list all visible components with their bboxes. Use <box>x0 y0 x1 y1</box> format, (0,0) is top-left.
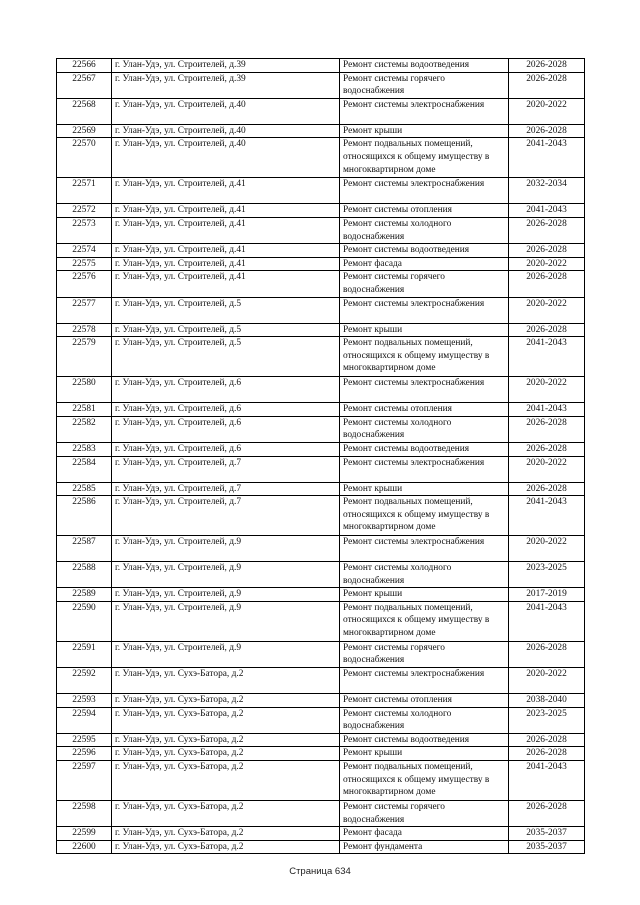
row-work-type: Ремонт системы электроснабжения <box>340 178 509 204</box>
row-work-type: Ремонт системы отопления <box>340 403 509 417</box>
row-work-type: Ремонт системы электроснабжения <box>340 456 509 482</box>
table-row <box>57 138 585 178</box>
row-work-type: Ремонт фасада <box>340 827 509 841</box>
row-address: г. Улан-Удэ, ул. Строителей, д.39 <box>112 72 340 98</box>
row-work-type: Ремонт системы холодного водоснабжения <box>340 217 509 243</box>
row-number: 22578 <box>57 323 112 337</box>
row-number: 22593 <box>57 694 112 708</box>
row-address: г. Улан-Удэ, ул. Строителей, д.6 <box>112 442 340 456</box>
row-address: г. Улан-Удэ, ул. Строителей, д.9 <box>112 601 340 641</box>
row-period: 2026-2028 <box>509 482 585 496</box>
row-work-type: Ремонт системы электроснабжения <box>340 536 509 562</box>
row-address: г. Улан-Удэ, ул. Строителей, д.5 <box>112 337 340 377</box>
row-address: г. Улан-Удэ, ул. Строителей, д.39 <box>112 59 340 73</box>
row-period: 2035-2037 <box>509 827 585 841</box>
row-number: 22573 <box>57 217 112 243</box>
table-row <box>57 377 585 403</box>
table-row <box>57 178 585 204</box>
row-number: 22572 <box>57 204 112 218</box>
row-work-type: Ремонт фундамента <box>340 840 509 854</box>
row-period: 2038-2040 <box>509 694 585 708</box>
row-number: 22581 <box>57 403 112 417</box>
row-number: 22591 <box>57 641 112 667</box>
row-address: г. Улан-Удэ, ул. Сухэ-Батора, д.2 <box>112 694 340 708</box>
row-address: г. Улан-Удэ, ул. Сухэ-Батора, д.2 <box>112 761 340 801</box>
row-address: г. Улан-Удэ, ул. Строителей, д.41 <box>112 257 340 271</box>
row-address: г. Улан-Удэ, ул. Строителей, д.41 <box>112 178 340 204</box>
table-row <box>57 482 585 496</box>
table-row <box>57 694 585 708</box>
row-number: 22582 <box>57 416 112 442</box>
table-row <box>57 337 585 377</box>
row-period: 2023-2025 <box>509 562 585 588</box>
row-address: г. Улан-Удэ, ул. Строителей, д.6 <box>112 377 340 403</box>
row-period: 2026-2028 <box>509 244 585 258</box>
row-work-type: Ремонт системы горячего водоснабжения <box>340 641 509 667</box>
row-period: 2020-2022 <box>509 536 585 562</box>
row-period: 2020-2022 <box>509 456 585 482</box>
table-row <box>57 641 585 667</box>
row-period: 2017-2019 <box>509 588 585 602</box>
row-period: 2026-2028 <box>509 59 585 73</box>
row-number: 22590 <box>57 601 112 641</box>
row-number: 22598 <box>57 801 112 827</box>
table-row <box>57 416 585 442</box>
table-row <box>57 496 585 536</box>
row-number: 22583 <box>57 442 112 456</box>
row-number: 22570 <box>57 138 112 178</box>
table-row <box>57 801 585 827</box>
table-body <box>57 59 585 854</box>
row-address: г. Улан-Удэ, ул. Строителей, д.5 <box>112 323 340 337</box>
table-row <box>57 536 585 562</box>
row-number: 22588 <box>57 562 112 588</box>
table-row <box>57 403 585 417</box>
row-address: г. Улан-Удэ, ул. Строителей, д.41 <box>112 244 340 258</box>
table-row <box>57 601 585 641</box>
row-number: 22571 <box>57 178 112 204</box>
row-work-type: Ремонт системы отопления <box>340 694 509 708</box>
row-period: 2026-2028 <box>509 323 585 337</box>
row-address: г. Улан-Удэ, ул. Сухэ-Батора, д.2 <box>112 827 340 841</box>
row-work-type: Ремонт подвальных помещений, относящихся к общему имуществу в многоквартирном доме <box>340 496 509 536</box>
row-address: г. Улан-Удэ, ул. Строителей, д.7 <box>112 482 340 496</box>
row-work-type: Ремонт подвальных помещений, относящихся к общему имуществу в многоквартирном доме <box>340 761 509 801</box>
row-number: 22600 <box>57 840 112 854</box>
table-row <box>57 323 585 337</box>
row-address: г. Улан-Удэ, ул. Строителей, д.6 <box>112 416 340 442</box>
row-address: г. Улан-Удэ, ул. Строителей, д.7 <box>112 496 340 536</box>
row-address: г. Улан-Удэ, ул. Строителей, д.9 <box>112 641 340 667</box>
row-number: 22569 <box>57 124 112 138</box>
row-address: г. Улан-Удэ, ул. Строителей, д.41 <box>112 271 340 297</box>
row-number: 22589 <box>57 588 112 602</box>
row-number: 22574 <box>57 244 112 258</box>
row-number: 22586 <box>57 496 112 536</box>
row-address: г. Улан-Удэ, ул. Строителей, д.41 <box>112 204 340 218</box>
row-work-type: Ремонт системы горячего водоснабжения <box>340 271 509 297</box>
row-work-type: Ремонт системы водоотведения <box>340 59 509 73</box>
row-number: 22584 <box>57 456 112 482</box>
row-period: 2026-2028 <box>509 72 585 98</box>
row-period: 2035-2037 <box>509 840 585 854</box>
row-period: 2026-2028 <box>509 442 585 456</box>
row-address: г. Улан-Удэ, ул. Сухэ-Батора, д.2 <box>112 840 340 854</box>
row-period: 2026-2028 <box>509 641 585 667</box>
row-number: 22567 <box>57 72 112 98</box>
row-period: 2041-2043 <box>509 601 585 641</box>
row-address: г. Улан-Удэ, ул. Строителей, д.5 <box>112 297 340 323</box>
table-row <box>57 442 585 456</box>
table-row <box>57 257 585 271</box>
table-row <box>57 747 585 761</box>
table-row <box>57 827 585 841</box>
row-address: г. Улан-Удэ, ул. Строителей, д.40 <box>112 124 340 138</box>
table-row <box>57 588 585 602</box>
row-work-type: Ремонт крыши <box>340 124 509 138</box>
row-period: 2026-2028 <box>509 271 585 297</box>
row-work-type: Ремонт фасада <box>340 257 509 271</box>
row-address: г. Улан-Удэ, ул. Строителей, д.40 <box>112 98 340 124</box>
row-work-type: Ремонт системы водоотведения <box>340 442 509 456</box>
table-row <box>57 72 585 98</box>
row-number: 22575 <box>57 257 112 271</box>
row-address: г. Улан-Удэ, ул. Строителей, д.6 <box>112 403 340 417</box>
row-period: 2020-2022 <box>509 668 585 694</box>
table-row <box>57 98 585 124</box>
table-row <box>57 562 585 588</box>
row-number: 22597 <box>57 761 112 801</box>
row-number: 22566 <box>57 59 112 73</box>
row-address: г. Улан-Удэ, ул. Строителей, д.41 <box>112 217 340 243</box>
row-work-type: Ремонт подвальных помещений, относящихся к общему имуществу в многоквартирном доме <box>340 337 509 377</box>
row-period: 2041-2043 <box>509 204 585 218</box>
table-row <box>57 271 585 297</box>
row-work-type: Ремонт системы водоотведения <box>340 244 509 258</box>
row-number: 22579 <box>57 337 112 377</box>
row-period: 2032-2034 <box>509 178 585 204</box>
row-address: г. Улан-Удэ, ул. Сухэ-Батора, д.2 <box>112 668 340 694</box>
row-address: г. Улан-Удэ, ул. Сухэ-Батора, д.2 <box>112 747 340 761</box>
row-number: 22587 <box>57 536 112 562</box>
row-work-type: Ремонт системы холодного водоснабжения <box>340 707 509 733</box>
row-address: г. Улан-Удэ, ул. Сухэ-Батора, д.2 <box>112 801 340 827</box>
row-period: 2026-2028 <box>509 747 585 761</box>
row-work-type: Ремонт крыши <box>340 482 509 496</box>
table-row <box>57 707 585 733</box>
row-period: 2041-2043 <box>509 138 585 178</box>
table-row <box>57 761 585 801</box>
row-period: 2026-2028 <box>509 217 585 243</box>
row-work-type: Ремонт системы отопления <box>340 204 509 218</box>
row-period: 2041-2043 <box>509 403 585 417</box>
row-period: 2026-2028 <box>509 733 585 747</box>
row-work-type: Ремонт системы электроснабжения <box>340 668 509 694</box>
row-period: 2020-2022 <box>509 377 585 403</box>
row-number: 22576 <box>57 271 112 297</box>
row-address: г. Улан-Удэ, ул. Строителей, д.9 <box>112 588 340 602</box>
row-number: 22595 <box>57 733 112 747</box>
row-work-type: Ремонт системы электроснабжения <box>340 377 509 403</box>
row-work-type: Ремонт системы горячего водоснабжения <box>340 72 509 98</box>
row-work-type: Ремонт системы электроснабжения <box>340 98 509 124</box>
table-row <box>57 840 585 854</box>
row-number: 22592 <box>57 668 112 694</box>
row-work-type: Ремонт подвальных помещений, относящихся к общему имуществу в многоквартирном доме <box>340 138 509 178</box>
row-address: г. Улан-Удэ, ул. Строителей, д.9 <box>112 536 340 562</box>
table-row <box>57 204 585 218</box>
table-row <box>57 217 585 243</box>
table-row <box>57 456 585 482</box>
row-work-type: Ремонт крыши <box>340 323 509 337</box>
row-address: г. Улан-Удэ, ул. Строителей, д.9 <box>112 562 340 588</box>
row-work-type: Ремонт системы холодного водоснабжения <box>340 416 509 442</box>
row-work-type: Ремонт крыши <box>340 747 509 761</box>
row-period: 2020-2022 <box>509 257 585 271</box>
table-row <box>57 124 585 138</box>
table-row <box>57 244 585 258</box>
row-number: 22594 <box>57 707 112 733</box>
row-period: 2026-2028 <box>509 124 585 138</box>
row-period: 2020-2022 <box>509 98 585 124</box>
row-period: 2023-2025 <box>509 707 585 733</box>
row-work-type: Ремонт системы горячего водоснабжения <box>340 801 509 827</box>
row-period: 2041-2043 <box>509 337 585 377</box>
row-number: 22568 <box>57 98 112 124</box>
page-number: Страница 634 <box>289 866 351 877</box>
row-period: 2041-2043 <box>509 496 585 536</box>
row-number: 22596 <box>57 747 112 761</box>
row-work-type: Ремонт системы водоотведения <box>340 733 509 747</box>
row-address: г. Улан-Удэ, ул. Строителей, д.7 <box>112 456 340 482</box>
table-row <box>57 59 585 73</box>
table-row <box>57 297 585 323</box>
row-address: г. Улан-Удэ, ул. Сухэ-Батора, д.2 <box>112 707 340 733</box>
table-row <box>57 668 585 694</box>
row-work-type: Ремонт системы электроснабжения <box>340 297 509 323</box>
row-period: 2026-2028 <box>509 801 585 827</box>
row-number: 22577 <box>57 297 112 323</box>
row-work-type: Ремонт крыши <box>340 588 509 602</box>
row-period: 2041-2043 <box>509 761 585 801</box>
row-period: 2020-2022 <box>509 297 585 323</box>
repair-schedule-table <box>56 58 585 854</box>
row-work-type: Ремонт подвальных помещений, относящихся к общему имуществу в многоквартирном доме <box>340 601 509 641</box>
row-work-type: Ремонт системы холодного водоснабжения <box>340 562 509 588</box>
table-row <box>57 733 585 747</box>
row-period: 2026-2028 <box>509 416 585 442</box>
row-number: 22580 <box>57 377 112 403</box>
row-number: 22585 <box>57 482 112 496</box>
row-number: 22599 <box>57 827 112 841</box>
row-address: г. Улан-Удэ, ул. Сухэ-Батора, д.2 <box>112 733 340 747</box>
row-address: г. Улан-Удэ, ул. Строителей, д.40 <box>112 138 340 178</box>
